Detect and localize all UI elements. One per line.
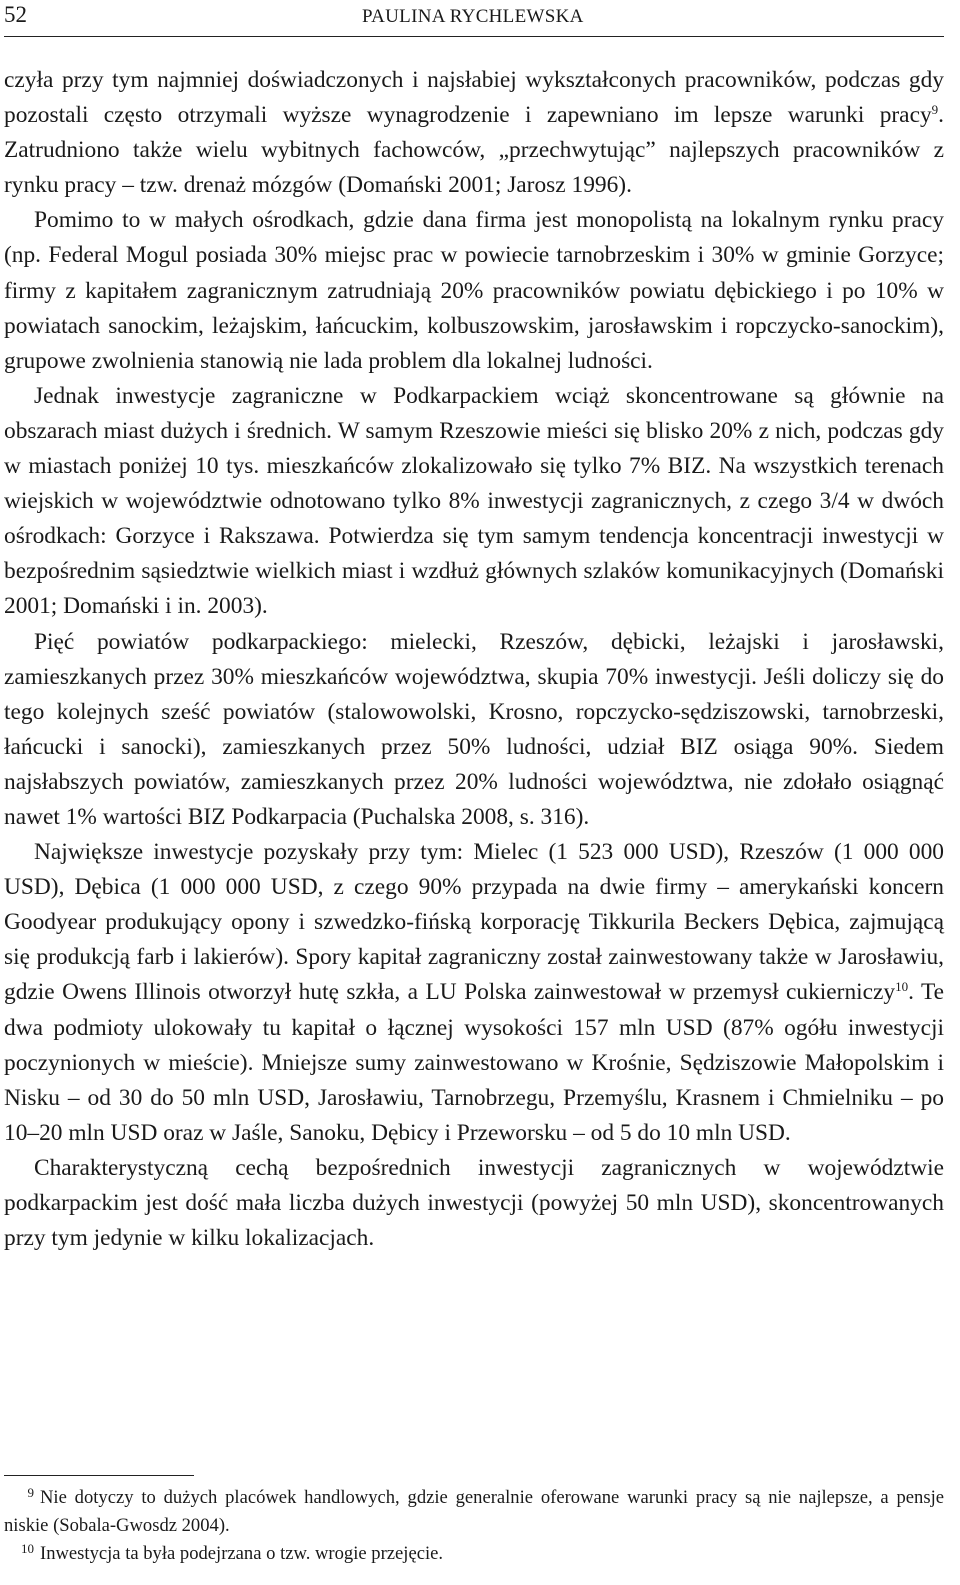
paragraph-2: Pomimo to w małych ośrodkach, gdzie dana firma jest monopolistą na lokalnym rynku pracy (np. Federal Mogul posiada 30% miejsc prac w powiecie tarnobrzeskim i 30% w gminie Gorzyce; firmy z kapitałem zagranicznym zatrudniają 20% pracowników powiatu dębickiego i po 10% w powiatach sanockim, leżajskim, łańcuckim, kolbuszowskim, jarosławskim i ropczycko-sanockim), grupowe zwolnienia stanowią nie lada problem dla lokalnej ludności. [4,207,944,374]
page-header [4,0,944,37]
running-head: PAULINA RYCHLEWSKA [362,6,584,27]
paragraph-4: Pięć powiatów podkarpackiego: mielecki, Rzeszów, dębicki, leżajski i jarosławski, zamieszkanych przez 30% mieszkańców województwa, skupia 70% inwestycji. Jeśli doliczy się do tego kolejnych sześć powiatów (stalowowolski, Krosno, ropczycko-sędziszowski, tarnobrzeski, łańcucki i sanocki), zamieszkanych przez 50% ludności, udział BIZ osiąga 90%. Siedem najsłabszych powiatów, zamieszkanych przez 20% ludności województwa, nie zdołało osiągnąć nawet 1% wartości BIZ Podkarpacia (Puchalska 2008, s. 316). [4,628,944,830]
footnote-9: 9 Nie dotyczy to dużych placówek handlowych, gdzie generalnie oferowane warunki pracy są nie najlepsze, a pensje niskie (Sobala-Gwosdz 2004). [4,1485,944,1536]
footnote-ref-10: 10 [895,979,909,995]
footnote-text: Nie dotyczy to dużych placówek handlowych, gdzie generalnie oferowane warunki pracy są nie najlepsze, a pensje niskie (Sobala-Gwosdz 2004). [4,1487,944,1536]
page-number: 52 [4,2,27,27]
footnote-10: 10 Inwestycja ta była podejrzana o tzw. wrogie przejęcie. [21,1541,444,1564]
footnote-separator [4,1475,194,1476]
paragraph-3: Jednak inwestycje zagraniczne w Podkarpackiem wciąż skoncentrowane są głównie na obszarach miast dużych i średnich. W samym Rzeszowie mieści się blisko 20% z nich, podczas gdy w miastach poniżej 10 tys. mieszkańców zlokalizowało się tylko 7% BIZ. Na wszystkich terenach wiejskich w województwie odnotowano tylko 8% inwestycji zagranicznych, z czego 3/4 w dwóch ośrodkach: Gorzyce i Rakszawa. Potwierdza się tym samym tendencja koncentracji inwestycji w bezpośrednim sąsiedztwie wielkich miast i wzdłuż głównych szlaków komunikacyjnych (Domański 2001; Domański i in. 2003). [4,382,944,620]
paragraph-6: Charakterystyczną cechą bezpośrednich inwestycji zagranicznych w województwie podkarpackim jest dość mała liczba dużych inwestycji (powyżej 50 mln USD), skoncentrowanych przy tym jedynie w kilku lokalizacjach. [4,1154,944,1252]
body-text [4,63,944,1256]
footnotes [4,1484,944,1568]
paragraph-1: czyła przy tym najmniej doświadczonych i najsłabiej wykształconych pracowników, podczas gdy pozostali często otrzymali wyższe wynagrodzenie i zapewniano im lepsze warunki pracy$^9$. Zatrudniono także wielu wybitnych fachowców, „przechwytując” najlepszych pracowników z rynku pracy – tzw. drenaż mózgów (Domański 2001; Jarosz 1996). [4,67,944,199]
paragraph-5: Największe inwestycje pozyskały przy tym: Mielec (1 523 000 USD), Rzeszów (1 000 000 USD), Dębica (1 000 000 USD, z czego 90% przypada na dwie firmy – amerykański koncern Goodyear produkujący opony i szwedzko-fińską korporację Tikkurila Beckers Dębica, zajmującą się produkcją farb i lakierów). Spory kapitał zagraniczny został zainwestowany także w Jarosławiu, gdzie Owens Illinois otworzył hutę szkła, a LU Polska zainwestował w przemysł cukierniczy$^{10}$. Te dwa podmioty ulokowały tu kapitał o łącznej wysokości 157 mln USD (87% ogółu inwestycji poczynionych w mieście). Mniejsze sumy zainwestowano w Krośnie, Sędziszowie Małopolskim i Nisku – od 30 do 50 mln USD, Jarosławiu, Tarnobrzegu, Przemyślu, Krasnem i Chmielniku – po 10–20 mln USD oraz w Jaśle, Sanoku, Dębicy i Przeworsku – od 5 do 10 mln USD. [4,839,944,1146]
footnote-text: Inwestycja ta była podejrzana o tzw. wrogie przejęcie. [40,1543,444,1564]
footnote-ref-9: 9 [931,102,939,118]
